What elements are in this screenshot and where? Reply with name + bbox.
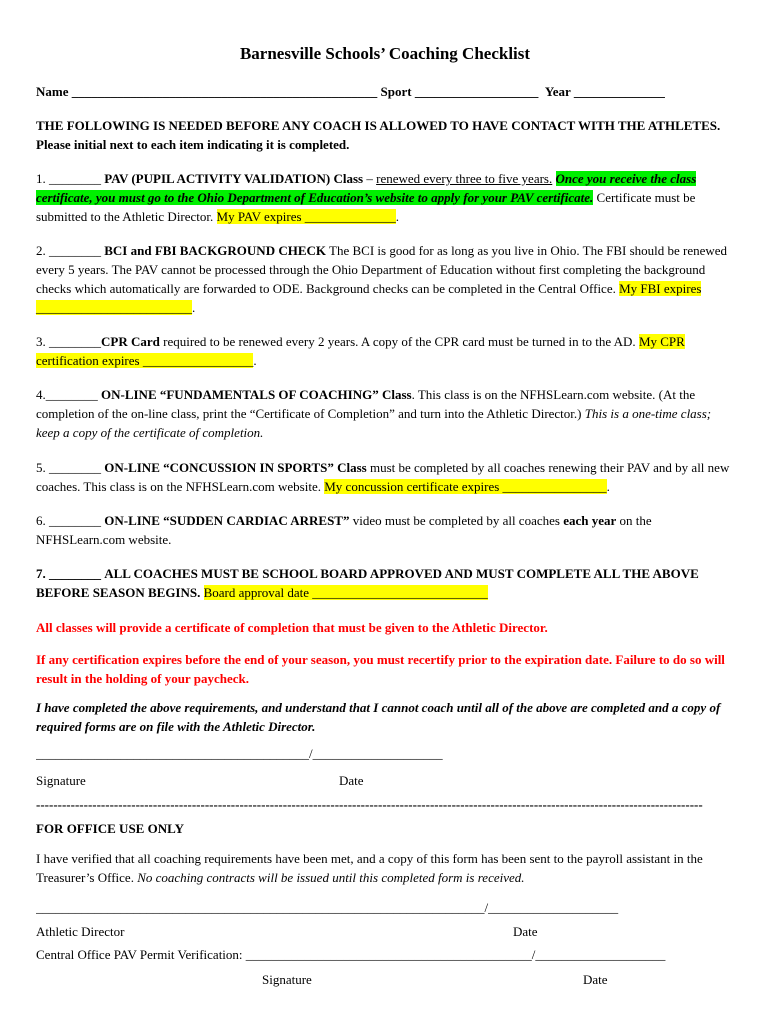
item-4-initial[interactable]: 4.________ [36, 387, 98, 402]
item-2-initial[interactable]: 2. ________ [36, 243, 101, 258]
year-blank[interactable]: ______________ [573, 84, 665, 99]
sport-blank[interactable]: ___________________ [414, 84, 539, 99]
item-1-initial[interactable]: 1. ________ [36, 171, 101, 186]
item-1: 1. ________ PAV (PUPIL ACTIVITY VALIDATION) Class – renewed every three to five years. Once you receive the class certificate, you must go to the Ohio Department of Education’s website to apply for your PAV certificate. Certificate must be submitted to the Athletic Director. My PAV expires ______________. [36, 171, 697, 224]
office-use-heading: FOR OFFICE USE ONLY [36, 821, 184, 836]
item-1-title: PAV (PUPIL ACTIVITY VALIDATION) Class [104, 171, 364, 186]
name-blank[interactable]: _______________________________________________ [71, 84, 378, 99]
item-7 [36, 564, 736, 602]
item-2: 2. ________ BCI and FBI BACKGROUND CHECK The BCI is good for as long as you live in Ohio. The FBI should be renewed every 5 years. The PAV cannot be processed through the Ohio Department of Education without first completing the background checks which automatically are forwarded to ODE. Background checks can be completed in the Central Office. My FBI expires ________________________. [36, 243, 728, 315]
document-title: Barnesville Schools’ Coaching Checklist [239, 44, 531, 63]
intro-text: THE FOLLOWING IS NEEDED BEFORE ANY COACH IS ALLOWED TO HAVE CONTACT WITH THE ATHLETES. Please initial next to each item indicating it is completed. [36, 118, 721, 152]
athletic-director-label: Athletic Director [36, 924, 125, 939]
item-5-initial[interactable]: 5. ________ [36, 460, 101, 475]
item-1-green-note: Once you receive the class certificate, you must go to the Ohio Department of Education’s website to apply for your PAV certificate. [36, 171, 697, 205]
item-6-initial[interactable]: 6. ________ [36, 513, 101, 528]
date-label: Date [339, 773, 364, 788]
item-5: 5. ________ ON-LINE “CONCUSSION IN SPORTS” Class must be completed by all coaches renewing their PAV and by all new coaches. This class is on the NFHSLearn.com website. My concussion certificate expires ________________. [36, 460, 730, 494]
item-3: 3. ________CPR Card required to be renewed every 2 years. A copy of the CPR card must be turned in to the AD. My CPR certification expires _________________. [36, 334, 685, 368]
item-7-title: ALL COACHES MUST BE SCHOOL BOARD APPROVED AND MUST COMPLETE ALL THE ABOVE BEFORE SEASON BEGINS. [36, 566, 699, 600]
acknowledgement-statement: I have completed the above requirements, and understand that I cannot coach until all of the above are completed and a copy of required forms are on file with the Athletic Director. [36, 700, 721, 734]
expiration-warning: If any certification expires before the end of your season, you must recertify prior to the expiration date. Failure to do so will result in the holding of your paycheck. [36, 652, 725, 686]
pav-verification-blank[interactable]: ____________________________________________/____________________ [242, 947, 666, 962]
pav-verification-line [36, 945, 736, 964]
year-label: Year [544, 84, 571, 99]
section-divider: ---------------------------------------------------------------------------------------------------------------------------------------------------------- [36, 797, 703, 812]
item-4: 4.________ ON-LINE “FUNDAMENTALS OF COACHING” Class. This class is on the NFHSLearn.com website. (At the completion of the on-line class, print the “Certificate of Completion” and turn into the Athletic Director.) This is a one-time class; keep a copy of the certificate of completion. [36, 387, 712, 440]
pav-verification-label: Central Office PAV Permit Verification: [36, 947, 243, 962]
athletic-director-signature-line[interactable]: _____________________________________________________________________/____________________ [36, 900, 619, 915]
item-2-title: BCI and FBI BACKGROUND CHECK [104, 243, 327, 258]
pav-date-label: Date [583, 972, 608, 987]
item-5-title: ON-LINE “CONCUSSION IN SPORTS” Class [104, 460, 367, 475]
name-label: Name [36, 84, 69, 99]
item-4-title: ON-LINE “FUNDAMENTALS OF COACHING” Class [101, 387, 412, 402]
signature-label: Signature [36, 773, 86, 788]
office-date-label: Date [513, 924, 538, 939]
item-7-board-date[interactable]: Board approval date ___________________________ [203, 585, 488, 600]
item-3-initial[interactable]: 3. ________ [36, 334, 101, 349]
item-2-expires[interactable]: My FBI expires ________________________ [36, 281, 702, 315]
item-6: 6. ________ ON-LINE “SUDDEN CARDIAC ARREST” video must be completed by all coaches each year on the NFHSLearn.com website. [36, 513, 652, 547]
item-6-title: ON-LINE “SUDDEN CARDIAC ARREST” [104, 513, 350, 528]
item-3-title: CPR Card [101, 334, 160, 349]
pav-signature-label: Signature [262, 972, 312, 987]
sport-label: Sport [380, 84, 412, 99]
signature-date-line[interactable]: __________________________________________/____________________ [36, 746, 443, 761]
item-4-note: This is a one-time class; keep a copy of the certificate of completion. [36, 406, 712, 440]
item-1-expires[interactable]: My PAV expires ______________ [216, 209, 396, 224]
office-verification-text: I have verified that all coaching requirements have been met, and a copy of this form has been sent to the payroll assistant in the Treasurer’s Office. No coaching contracts will be issued until this completed form is received. [36, 851, 703, 885]
item-3-expires[interactable]: My CPR certification expires _________________ [36, 334, 685, 368]
certificate-notice: All classes will provide a certificate of completion that must be given to the Athletic Director. [36, 620, 548, 635]
header-fields [36, 82, 736, 101]
item-5-expires[interactable]: My concussion certificate expires ________________ [324, 479, 607, 494]
item-7-initial[interactable]: 7. ________ [36, 566, 101, 581]
item-1-renewal: renewed every three to five years. [376, 171, 553, 186]
